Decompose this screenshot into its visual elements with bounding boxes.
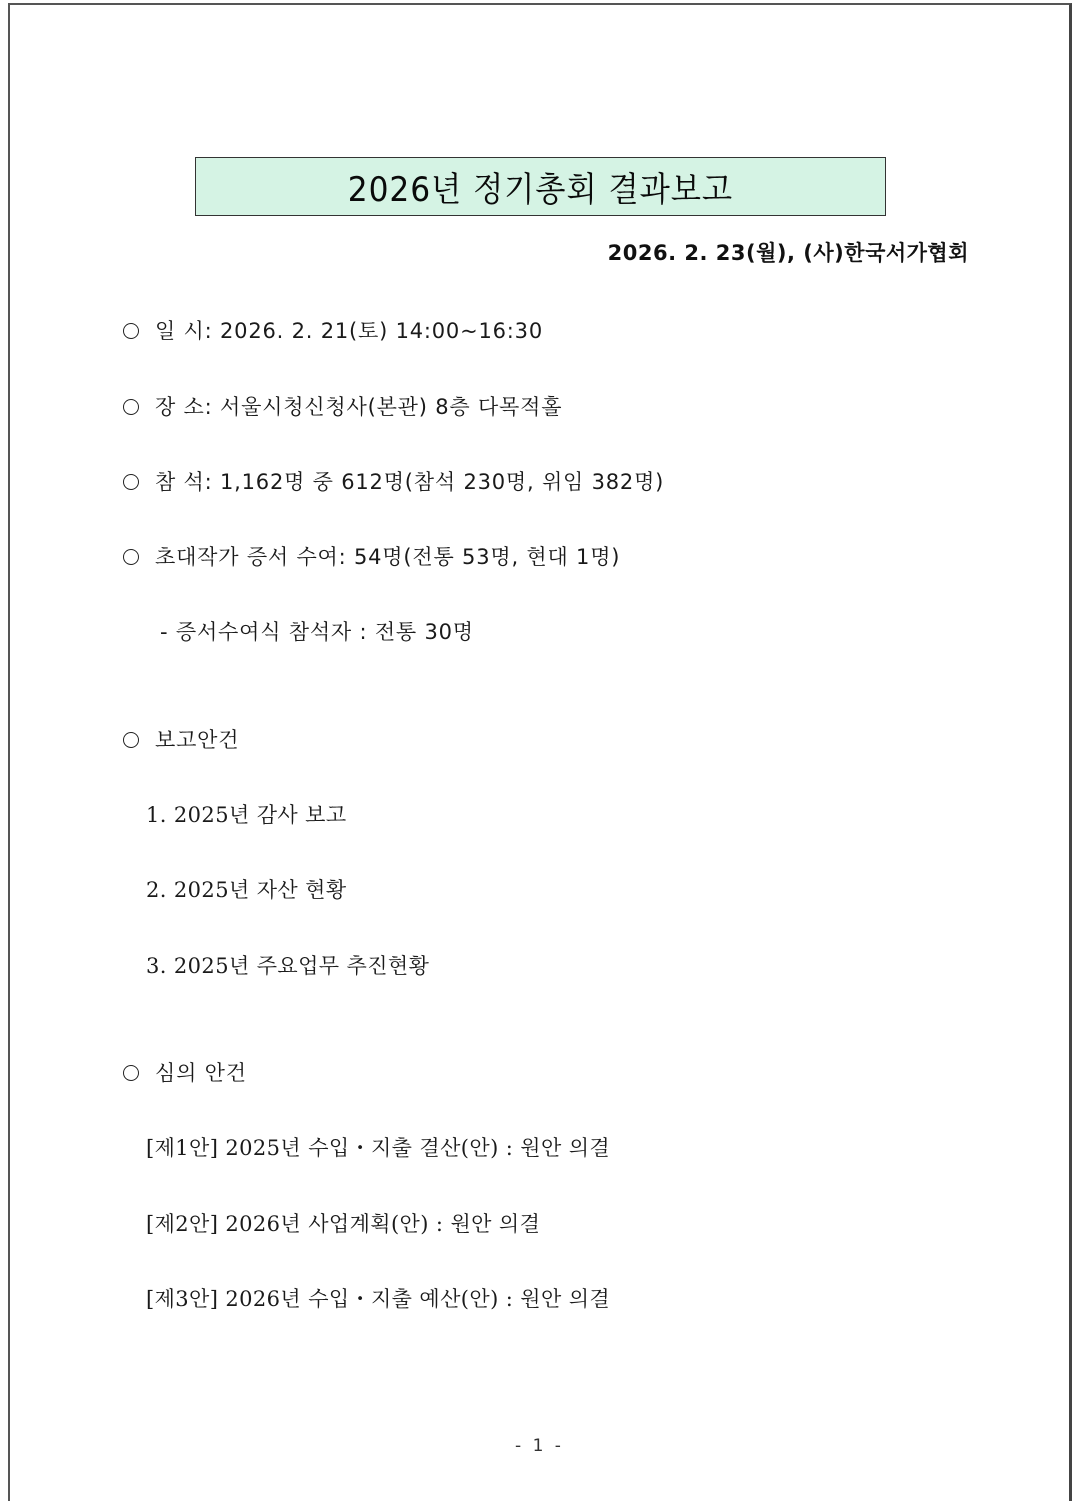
report-entry: 3. 2025년 주요업무 추진현황 (146, 954, 430, 978)
circle-bullet-icon (123, 549, 139, 565)
review-section-heading (123, 1057, 247, 1087)
review-entry: [제2안] 2026년 사업계획(안) : 원안 의결 (146, 1212, 541, 1236)
report-entry: 2. 2025년 자산 현황 (146, 878, 347, 902)
report-section-heading (123, 724, 239, 754)
circle-bullet-icon (123, 732, 139, 748)
info-item-certificates (123, 541, 620, 571)
page-number: - 1 - (515, 1436, 564, 1456)
info-item-text: 장 소: 서울시청신청사(본관) 8층 다목적홀 (155, 395, 563, 419)
circle-bullet-icon (123, 474, 139, 490)
section-heading-text: 보고안건 (155, 728, 240, 752)
document-title: 2026년 정기총회 결과보고 (347, 170, 734, 210)
title-box (195, 157, 886, 216)
circle-bullet-icon (123, 1065, 139, 1081)
review-entry: [제1안] 2025년 수입・지출 결산(안) : 원안 의결 (146, 1136, 611, 1160)
sub-item-ceremony-attendees: - 증서수여식 참석자 : 전통 30명 (160, 620, 474, 644)
date-and-organization: 2026. 2. 23(월), (사)한국서가협회 (607, 241, 969, 265)
report-entry: 1. 2025년 감사 보고 (146, 803, 347, 827)
info-item-location (123, 391, 562, 421)
info-item-text: 일 시: 2026. 2. 21(토) 14:00~16:30 (155, 319, 544, 343)
info-item-text: 참 석: 1,162명 중 612명(참석 230명, 위임 382명) (155, 470, 665, 494)
info-item-attendance (123, 466, 664, 496)
section-heading-text: 심의 안건 (155, 1061, 247, 1085)
review-entry: [제3안] 2026년 수입・지출 예산(안) : 원안 의결 (146, 1287, 611, 1311)
info-item-text: 초대작가 증서 수여: 54명(전통 53명, 현대 1명) (155, 545, 621, 569)
circle-bullet-icon (123, 323, 139, 339)
info-item-datetime (123, 315, 543, 345)
circle-bullet-icon (123, 399, 139, 415)
